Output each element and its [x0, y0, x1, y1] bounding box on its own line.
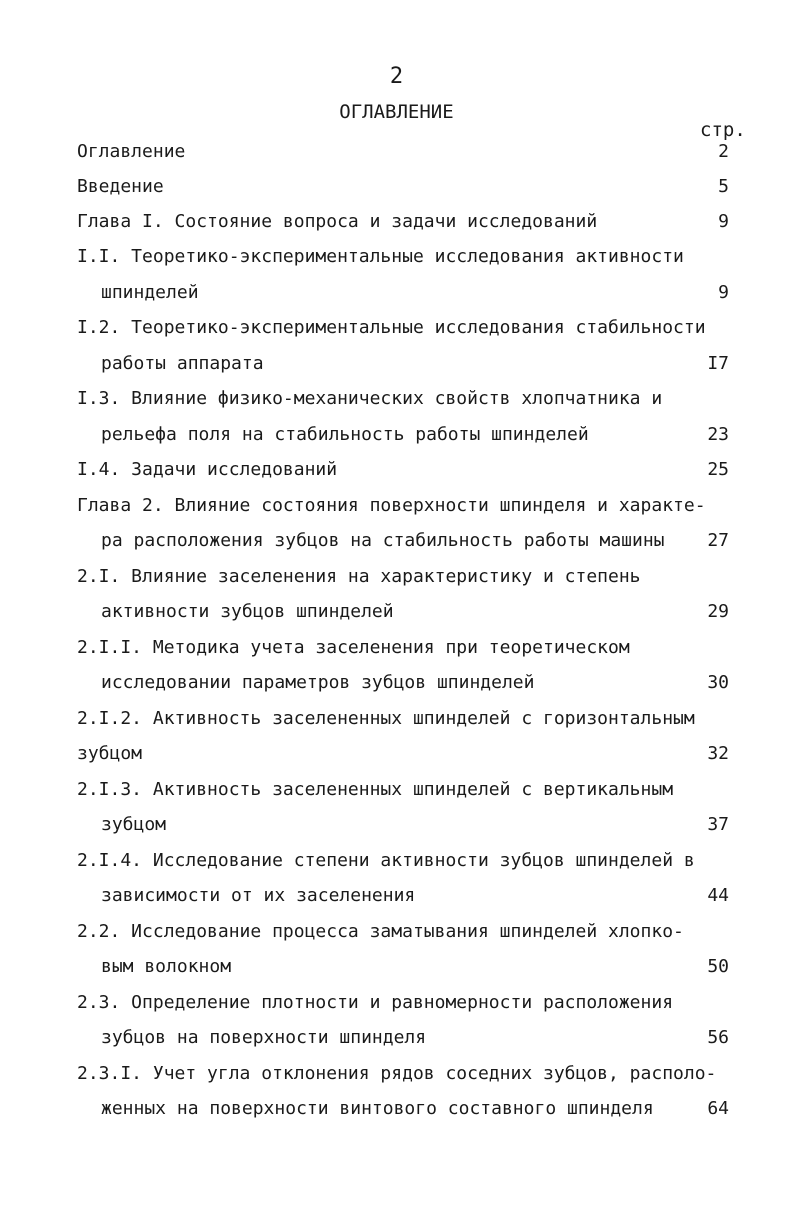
toc-entry-text: I.3. Влияние физико-механических свойств хлопчатника и [77, 388, 663, 409]
toc-entry-text: Введение [77, 176, 164, 197]
toc-entry-page: 27 [707, 530, 729, 551]
toc-entry [0, 1095, 793, 1123]
toc-entry [0, 208, 793, 236]
toc-entry [0, 953, 793, 981]
toc-entry [0, 811, 793, 839]
toc-entry-text: женных на поверхности винтового составного шпинделя [101, 1098, 654, 1119]
toc-entry [0, 918, 793, 946]
toc-entry-page: 37 [707, 814, 729, 835]
toc-entry-text: I.4. Задачи исследований [77, 459, 338, 480]
page-column-label: стр. [700, 119, 746, 141]
toc-entry-page: 5 [718, 176, 729, 197]
toc-entry-text: Глава I. Состояние вопроса и задачи исследований [77, 211, 598, 232]
toc-entry-page: 9 [718, 211, 729, 232]
toc-entry [0, 705, 793, 733]
toc-entry [0, 456, 793, 484]
toc-entry [0, 1024, 793, 1052]
toc-entry-page: 30 [707, 672, 729, 693]
toc-entry-text: 2.3.I. Учет угла отклонения рядов соседних зубцов, располо- [77, 1063, 717, 1084]
toc-entry-page: 64 [707, 1098, 729, 1119]
toc-entry-page: 9 [718, 282, 729, 303]
toc-entry-text: Оглавление [77, 141, 186, 162]
toc-entry-text: Глава 2. Влияние состояния поверхности шпинделя и характе- [77, 495, 706, 516]
toc-entry [0, 350, 793, 378]
toc-entry-page: 44 [707, 885, 729, 906]
page-number: 2 [389, 64, 404, 89]
toc-entry-page: 50 [707, 956, 729, 977]
toc-entry [0, 634, 793, 662]
toc-entry-text: зубцом [101, 814, 167, 835]
toc-entry-page: I7 [707, 353, 729, 374]
toc-entry-page: 25 [707, 459, 729, 480]
toc-entry [0, 598, 793, 626]
toc-entry-text: работы аппарата [101, 353, 264, 374]
toc-entry-text: шпинделей [101, 282, 199, 303]
toc-entry [0, 1060, 793, 1088]
toc-entry-text: вым волокном [101, 956, 232, 977]
toc-entry [0, 492, 793, 520]
toc-entry-text: 2.I. Влияние заселенения на характеристику и степень [77, 566, 641, 587]
toc-entry-page: 23 [707, 424, 729, 445]
toc-entry [0, 138, 793, 166]
toc-entry [0, 385, 793, 413]
toc-entry-text: зубцов на поверхности шпинделя [101, 1027, 427, 1048]
toc-entry [0, 173, 793, 201]
toc-entry [0, 563, 793, 591]
toc-entry [0, 740, 793, 768]
toc-entry-text: 2.3. Определение плотности и равномерности расположения [77, 992, 674, 1013]
toc-entry [0, 314, 793, 342]
toc-entry-text: ра расположения зубцов на стабильность работы машины [101, 530, 665, 551]
toc-entry [0, 776, 793, 804]
toc-entry-text: 2.2. Исследование процесса заматывания шпинделей хлопко- [77, 921, 684, 942]
toc-entry-text: 2.I.3. Активность заселененных шпинделей с вертикальным [77, 779, 674, 800]
toc-entry-text: активности зубцов шпинделей [101, 601, 394, 622]
toc-entry [0, 882, 793, 910]
toc-entry [0, 669, 793, 697]
page-title: ОГЛАВЛЕНИЕ [339, 101, 454, 123]
toc-entry-text: исследовании параметров зубцов шпинделей [101, 672, 535, 693]
toc-entry-page: 2 [718, 141, 729, 162]
toc-entry-text: 2.I.I. Методика учета заселенения при теоретическом [77, 637, 630, 658]
toc-entry-text: I.2. Теоретико-экспериментальные исследования стабильности [77, 317, 706, 338]
toc-entry-text: зубцом [77, 743, 143, 764]
toc-entry [0, 421, 793, 449]
toc-entry [0, 243, 793, 271]
toc-entry-text: рельефа поля на стабильность работы шпинделей [101, 424, 589, 445]
toc-entry-text: 2.I.2. Активность заселененных шпинделей с горизонтальным [77, 708, 695, 729]
toc-entry-page: 56 [707, 1027, 729, 1048]
toc-entry-text: зависимости от их заселенения [101, 885, 416, 906]
toc-entry-text: 2.I.4. Исследование степени активности зубцов шпинделей в [77, 850, 695, 871]
toc-entry [0, 847, 793, 875]
toc-entry-page: 29 [707, 601, 729, 622]
toc-entry-page: 32 [707, 743, 729, 764]
toc-entry [0, 989, 793, 1017]
toc-entry [0, 279, 793, 307]
toc-entry-text: I.I. Теоретико-экспериментальные исследования активности [77, 246, 684, 267]
toc-entry [0, 527, 793, 555]
